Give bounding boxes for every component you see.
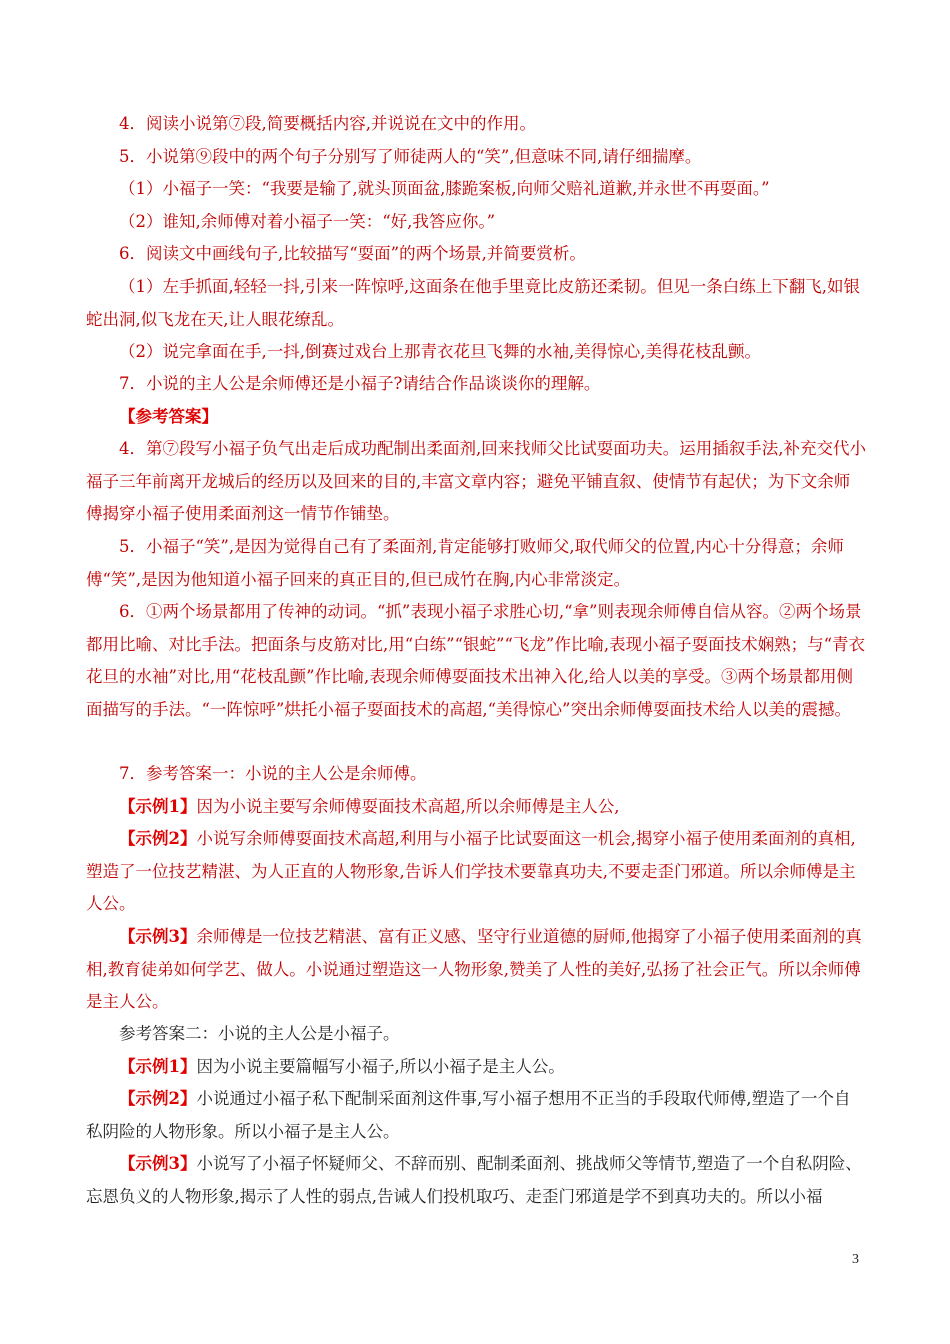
example-3-text: 余师傅是一位技艺精湛、富有正义感、坚守行业道德的厨师,他揭穿了小福子使用柔面剂的真相,教育徒弟如何学艺、做人。小说通过塑造这一人物形象,赞美了人性的美好,弘扬了社会正气。所以余师傅是主人公。: [86, 927, 862, 1011]
question-6: 6．阅读文中画线句子,比较描写“耍面”的两个场景,并简要赏析。: [119, 244, 586, 263]
question-5-part-1: （1）小福子一笑：“我要是输了,就头顶面盆,膝跪案板,向师父赔礼道歉,并永世不再耍面。”: [119, 179, 770, 198]
question-6-part-1: （1）左手抓面,轻轻一抖,引来一阵惊呼,这面条在他手里竟比皮筋还柔韧。但见一条白练上下翻飞,如银蛇出洞,似飞龙在天,让人眼花缭乱。: [86, 277, 860, 329]
question-4: 4．阅读小说第⑦段,简要概括内容,并说说在文中的作用。: [119, 114, 536, 133]
example-b3-label: 【示例3】: [119, 1154, 197, 1173]
example-2-text: 小说写余师傅耍面技术高超,利用与小福子比试耍面这一机会,揭穿小福子使用柔面剂的真相,塑造了一位技艺精湛、为人正直的人物形象,告诉人们学技术要靠真功夫,不要走歪门邪道。所以余师傅是主人公。: [86, 829, 856, 913]
question-6-part-2: （2）说完拿面在手,一抖,倒赛过戏台上那青衣花旦飞舞的水袖,美得惊心,美得花枝乱颤。: [119, 342, 761, 361]
answer-7b-example-3: [86, 1148, 866, 1213]
example-1-label: 【示例1】: [119, 797, 197, 816]
example-b1-label: 【示例1】: [119, 1057, 197, 1076]
answer-4: 4．第⑦段写小福子负气出走后成功配制出柔面剂,回来找师父比试耍面功夫。运用插叙手法,补充交代小福子三年前离开龙城后的经历以及回来的目的,丰富文章内容；避免平铺直叙、使情节有起伏；为下文余师傅揭穿小福子使用柔面剂这一情节作铺垫。: [86, 439, 866, 523]
answer-header: [86, 401, 866, 434]
answer-7-example-2: [86, 823, 866, 921]
example-b2-label: 【示例2】: [119, 1089, 197, 1108]
example-b1-text: 因为小说主要篇幅写小福子,所以小福子是主人公。: [196, 1057, 565, 1076]
example-2-label: 【示例2】: [119, 829, 197, 848]
example-b3-text: 小说写了小福子怀疑师父、不辞而别、配制柔面剂、挑战师父等情节,塑造了一个自私阴险、忘恩负义的人物形象,揭示了人性的弱点,告诫人们投机取巧、走歪门邪道是学不到真功夫的。所以小福: [86, 1154, 862, 1206]
answer-7-intro-2: 参考答案二：小说的主人公是小福子。: [119, 1024, 400, 1043]
example-b2-text: 小说通过小福子私下配制采面剂这件事,写小福子想用不正当的手段取代师傅,塑造了一个自私阴险的人物形象。所以小福子是主人公。: [86, 1089, 851, 1141]
answer-7-example-1: [86, 791, 866, 824]
answer-7b-example-1: [86, 1051, 866, 1084]
answer-7-intro: 7．参考答案一：小说的主人公是余师傅。: [119, 764, 427, 783]
answer-7b-example-2: [86, 1083, 866, 1148]
example-1-text: 因为小说主要写余师傅耍面技术高超,所以余师傅是主人公,: [196, 797, 620, 816]
page-number: 3: [852, 1252, 859, 1267]
question-5: 5．小说第⑨段中的两个句子分别写了师徒两人的“笑”,但意味不同,请仔细揣摩。: [119, 147, 702, 166]
answer-6: 6．①两个场景都用了传神的动词。“抓”表现小福子求胜心切,“拿”则表现余师傅自信从容。②两个场景都用比喻、对比手法。把面条与皮筋对比,用“白练”“银蛇”“飞龙”作比喻,表现小福子耍面技术娴熟；与“青衣花旦的水袖”对比,用“花枝乱颤”作比喻,表现余师傅耍面技术出神入化,给人以美的享受。③两个场景都用侧面描写的手法。“一阵惊呼”烘托小福子耍面技术的高超,“美得惊心”突出余师傅耍面技术给人以美的震撼。: [86, 602, 866, 719]
answer-5: 5．小福子“笑”,是因为觉得自己有了柔面剂,肯定能够打败师父,取代师父的位置,内心十分得意；余师傅“笑”,是因为他知道小福子回来的真正目的,但已成竹在胸,内心非常淡定。: [86, 537, 844, 589]
answer-header-label: 【参考答案】: [119, 407, 218, 426]
question-5-part-2: （2）谁知,余师傅对着小福子一笑：“好,我答应你。”: [119, 212, 496, 231]
question-7: 7．小说的主人公是余师傅还是小福子?请结合作品谈谈你的理解。: [119, 374, 601, 393]
answer-7-example-3: [86, 921, 866, 1019]
example-3-label: 【示例3】: [119, 927, 197, 946]
